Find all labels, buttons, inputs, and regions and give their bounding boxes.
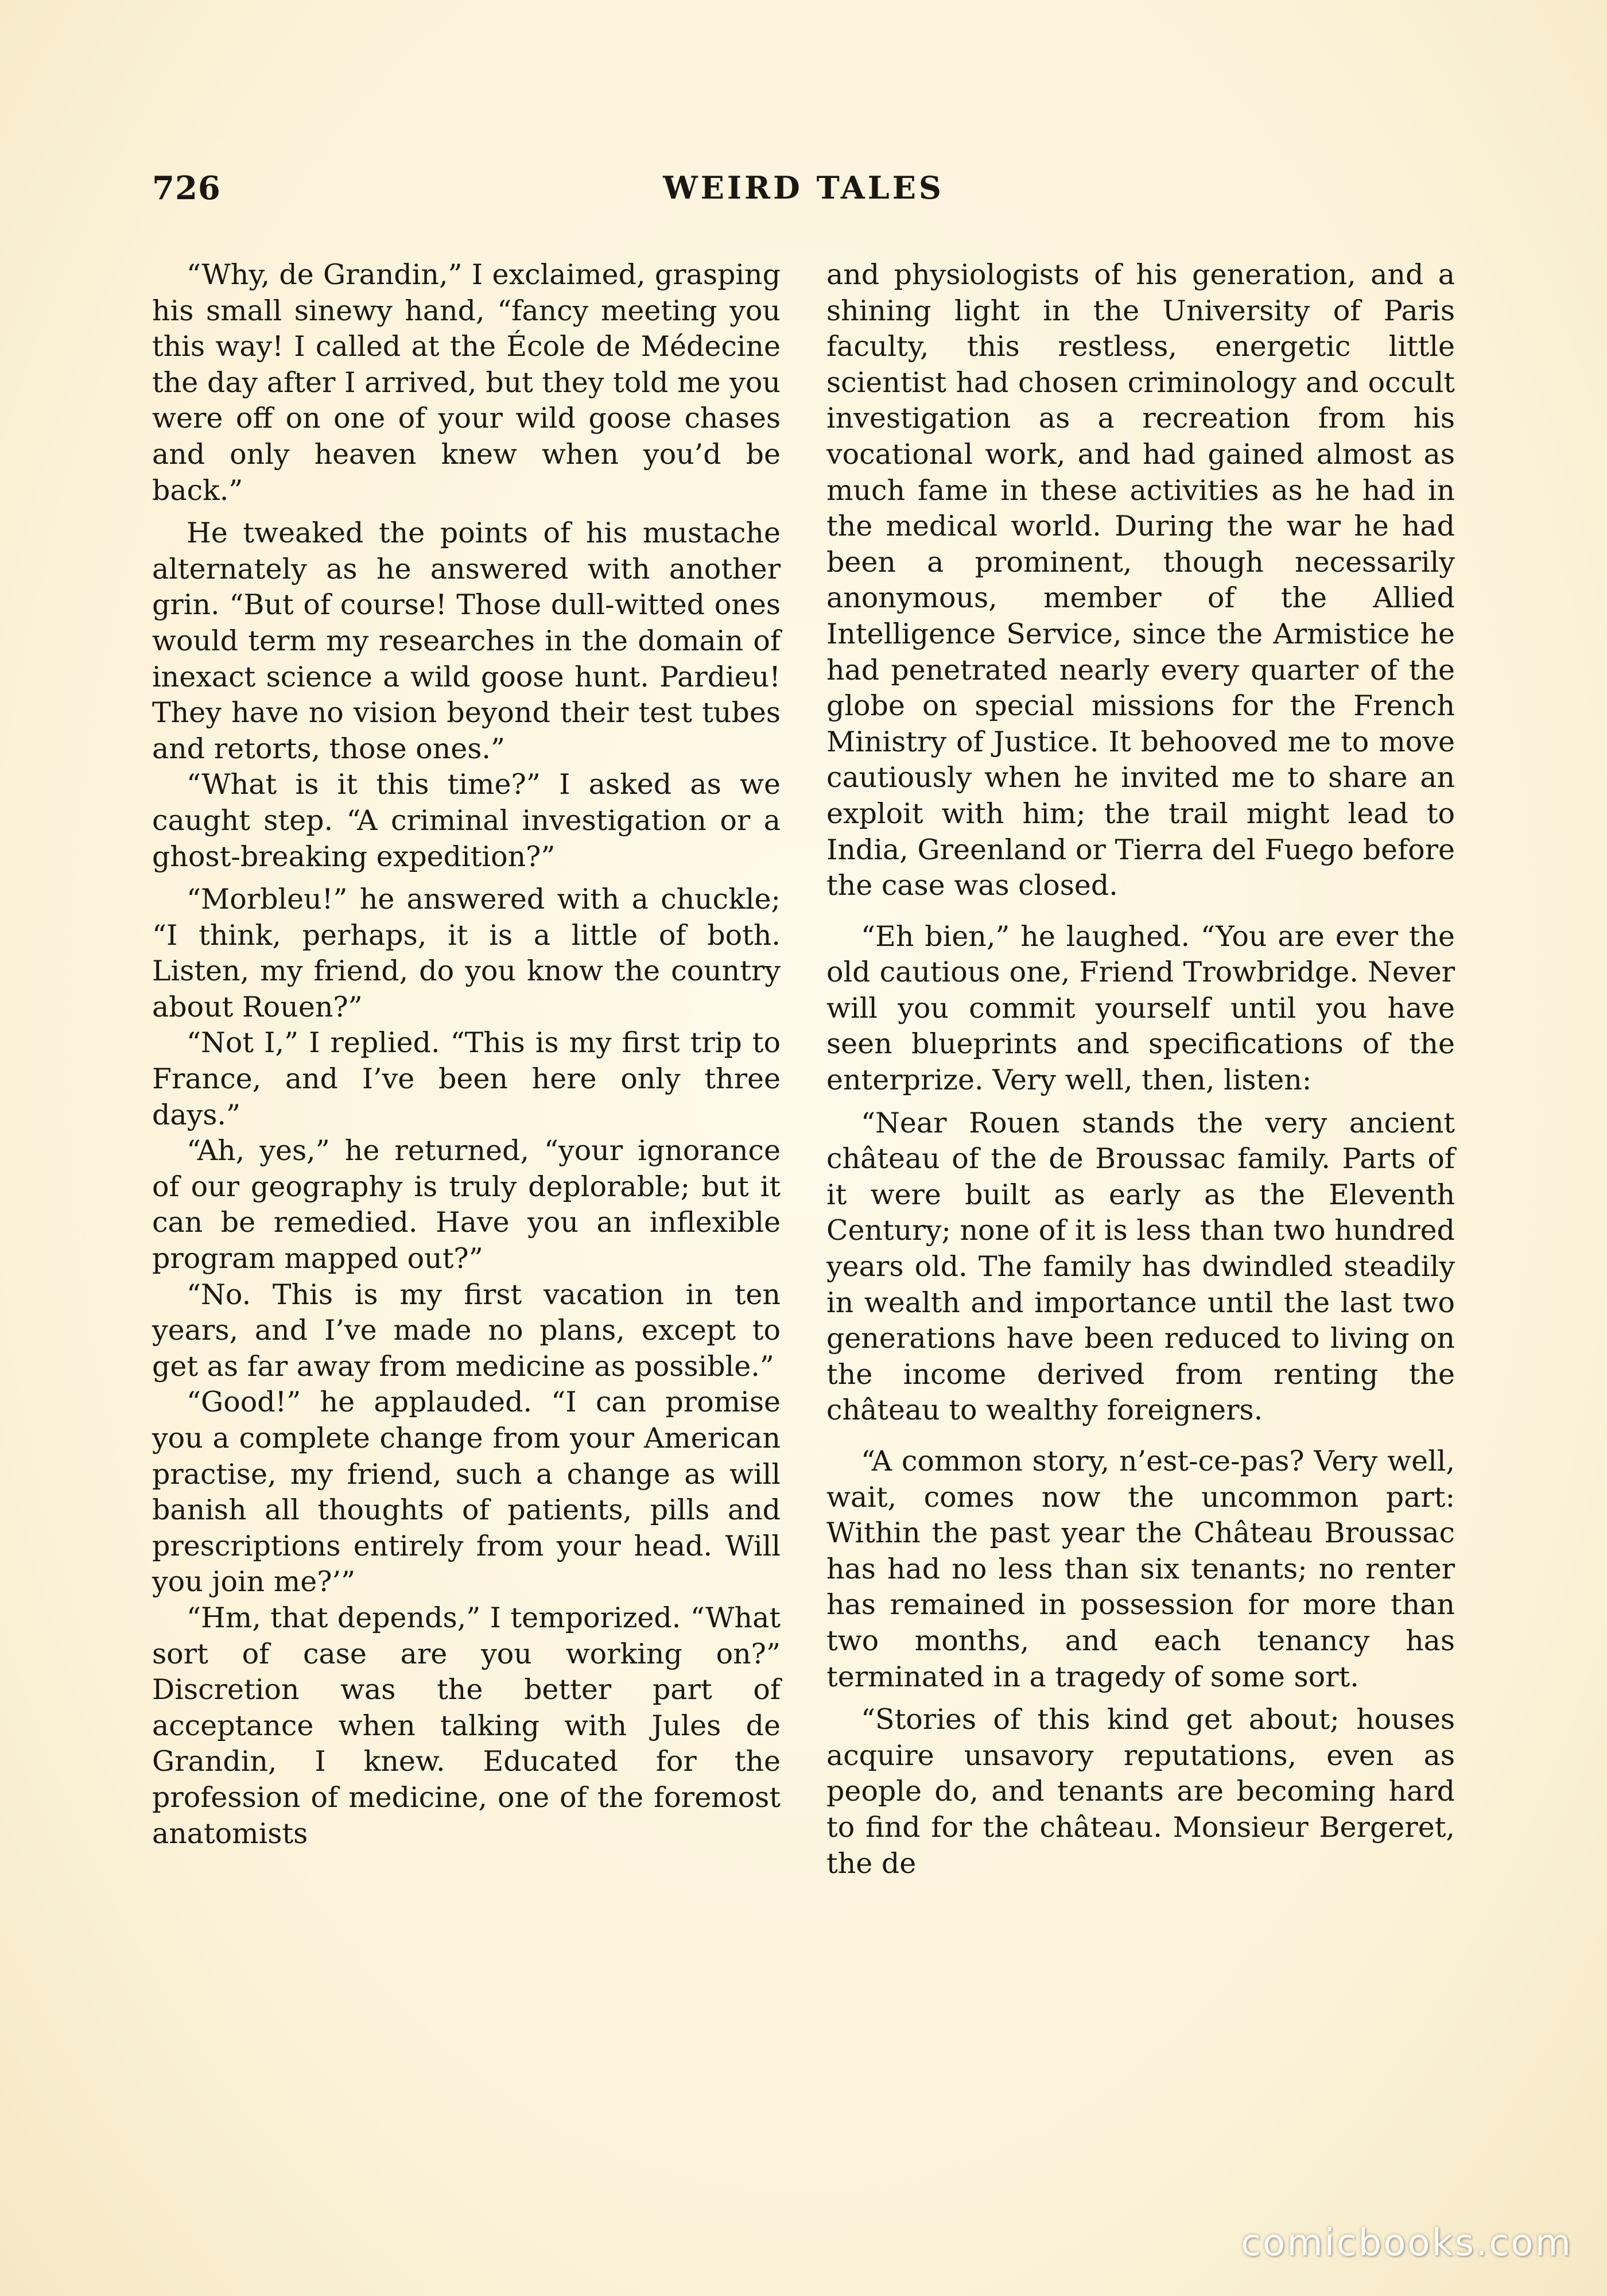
paragraph: “Morbleu!” he answered with a chuckle; “I think, perhaps, it is a little of both. Listen, my friend, do you know the country about Rouen?” bbox=[152, 883, 781, 1023]
paragraph: “Eh bien,” he laughed. “You are ever the old cautious one, Friend Trowbridge. Never will you commit yourself until you have seen blueprints and specifications of the enterprize. Very well, then, listen: bbox=[826, 920, 1455, 1097]
running-head: WEIRD TALES bbox=[663, 169, 944, 206]
paragraph: “No. This is my first vacation in ten years, and I’ve made no plans, except to get as far away from medicine as possible.” bbox=[152, 1278, 781, 1383]
paragraph: “Not I,” I replied. “This is my first trip to France, and I’ve been here only three days.” bbox=[152, 1026, 781, 1131]
paragraph: He tweaked the points of his mustache alternately as he answered with another grin. “But of course! Those dull-witted ones would term my researches in the domain of inexact science a wild goose hunt. Pardieu! They have no vision beyond their test tubes and retorts, those ones.” bbox=[152, 517, 781, 765]
left-column bbox=[152, 257, 781, 1852]
paragraph: “A common story, n’est-ce-pas? Very well, wait, comes now the uncommon part: Within the past year the Château Broussac has had no less than six tenants; no renter has remained in possession for more than two months, and each tenancy has terminated in a tragedy of some sort. bbox=[826, 1445, 1455, 1693]
paragraph: “Hm, that depends,” I temporized. “What sort of case are you working on?” Discretion was the better part of acceptance when talking with Jules de Grandin, I knew. Educated for the profession of medicine, one of the foremost anatomists bbox=[152, 1601, 781, 1850]
paragraph: “Near Rouen stands the very ancient château of the de Broussac family. Parts of it were built as early as the Eleventh Century; none of it is less than two hundred years old. The family has dwindled steadily in wealth and importance until the last two generations have been reduced to living on the income derived from renting the château to wealthy foreigners. bbox=[826, 1106, 1455, 1427]
right-column bbox=[826, 257, 1455, 1882]
paragraph: “Good!” he applauded. “I can promise you a complete change from your American practise, my friend, such a change as will banish all thoughts of patients, pills and prescriptions entirely from your head. Will you join me?’” bbox=[152, 1386, 781, 1599]
page-header bbox=[152, 169, 1455, 215]
paragraph: “Ah, yes,” he returned, “your ignorance of our geography is truly deplorable; but it can be remedied. Have you an inflexible program mapped out?” bbox=[152, 1134, 781, 1275]
paragraph: “What is it this time?” I asked as we caught step. “A criminal investigation or a ghost-breaking expedition?” bbox=[152, 768, 781, 873]
watermark: comicbooks.com bbox=[1240, 2222, 1573, 2264]
paragraph: and physiologists of his generation, and a shining light in the University of Paris faculty, this restless, energetic little scientist had chosen criminology and occult investigation as a recreation from his vocational work, and had gained almost as much fame in these activities as he had in the medical world. During the war he had been a prominent, though necessarily anonymous, member of the Allied Intelligence Service, since the Armistice he had penetrated nearly every quarter of the globe on special missions for the French Ministry of Justice. It behooved me to move cautiously when he invited me to share an exploit with him; the trail might lead to India, Greenland or Tierra del Fuego before the case was closed. bbox=[826, 258, 1455, 902]
paragraph: “Why, de Grandin,” I exclaimed, grasping his small sinewy hand, “fancy meeting you this way! I called at the École de Médecine the day after I arrived, but they told me you were off on one of your wild goose chases and only heaven knew when you’d be back.” bbox=[152, 258, 781, 507]
page-number: 726 bbox=[152, 169, 221, 207]
paragraph: “Stories of this kind get about; houses acquire unsavory reputations, even as people do, and tenants are becoming hard to find for the château. Monsieur Bergeret, the de bbox=[826, 1703, 1455, 1880]
